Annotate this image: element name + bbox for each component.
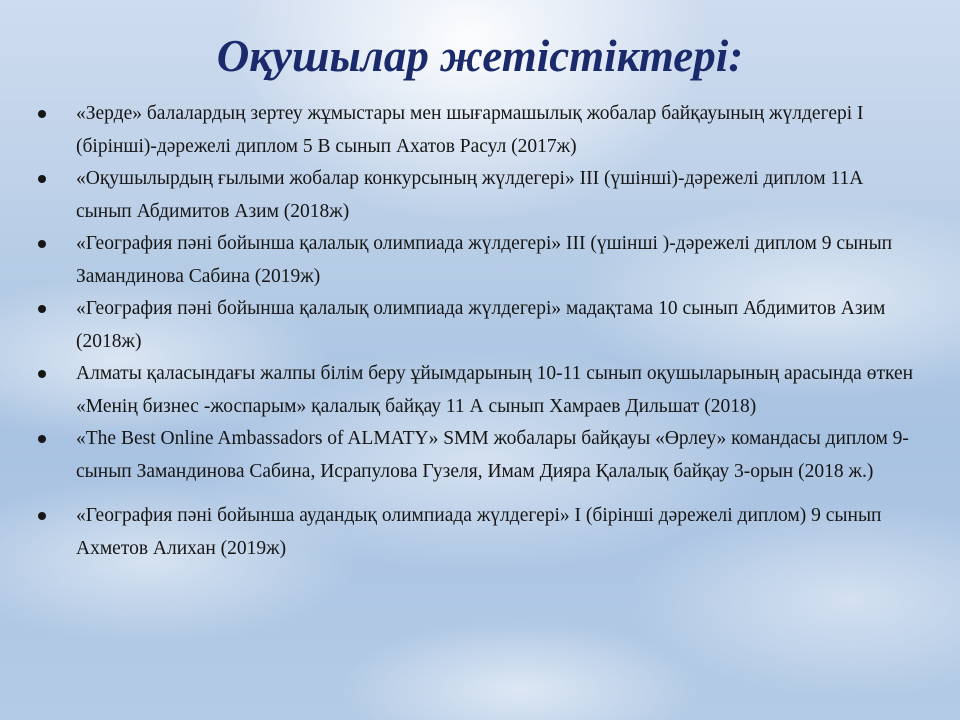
bullet-icon <box>38 512 46 520</box>
achievements-list <box>0 98 960 565</box>
list-item-text: «Зерде» балалардың зертеу жұмыстары мен шығармашылық жобалар байқауының жүлдегері I (бірінші)-дәрежелі диплом 5 В сынып Ахатов Расул (2017ж) <box>76 103 864 157</box>
list-item-text: «География пәні бойынша аудандық олимпиада жүлдегері» I (бірінші дәрежелі диплом) 9 сынып Ахметов Алихан (2019ж) <box>76 505 882 559</box>
list-item <box>0 163 960 228</box>
list-item <box>0 228 960 293</box>
list-item <box>0 358 960 423</box>
bullet-icon <box>38 305 46 313</box>
list-item <box>0 98 960 163</box>
list-item-text: «The Best Online Ambassadors of ALMATY» SMM жобалары байқауы «Өрлеу» командасы диплом 9-сынып Замандинова Сабина, Исрапулова Гузеля, Имам Дияра Қалалық байқау 3-орын (2018 ж.) <box>76 428 909 482</box>
list-item <box>0 500 960 565</box>
list-item <box>0 293 960 358</box>
bullet-icon <box>38 435 46 443</box>
list-item-text: «География пәні бойынша қалалық олимпиада жүлдегері» III (үшінші )-дәрежелі диплом 9 сынып Замандинова Сабина (2019ж) <box>76 233 893 287</box>
bullet-icon <box>38 110 46 118</box>
slide-title: Оқушылар жетістіктері: <box>216 31 744 81</box>
list-item-text: «Оқушылырдың ғылыми жобалар конкурсының жүлдегері» III (үшінші)-дәрежелі диплом 11А сынып Абдимитов Азим (2018ж) <box>76 168 864 222</box>
list-item <box>0 423 960 488</box>
bullet-icon <box>38 370 46 378</box>
list-item-text: Алматы қаласындағы жалпы білім беру ұйымдарының 10-11 сынып оқушыларының арасында өткен «Менің бизнес -жоспарым» қалалық байқау 11 А сынып Хамраев Дильшат (2018) <box>76 363 914 417</box>
bullet-icon <box>38 240 46 248</box>
list-item-text: «География пәні бойынша қалалық олимпиада жүлдегері» мадақтама 10 сынып Абдимитов Азим (2018ж) <box>76 298 886 352</box>
bullet-icon <box>38 175 46 183</box>
